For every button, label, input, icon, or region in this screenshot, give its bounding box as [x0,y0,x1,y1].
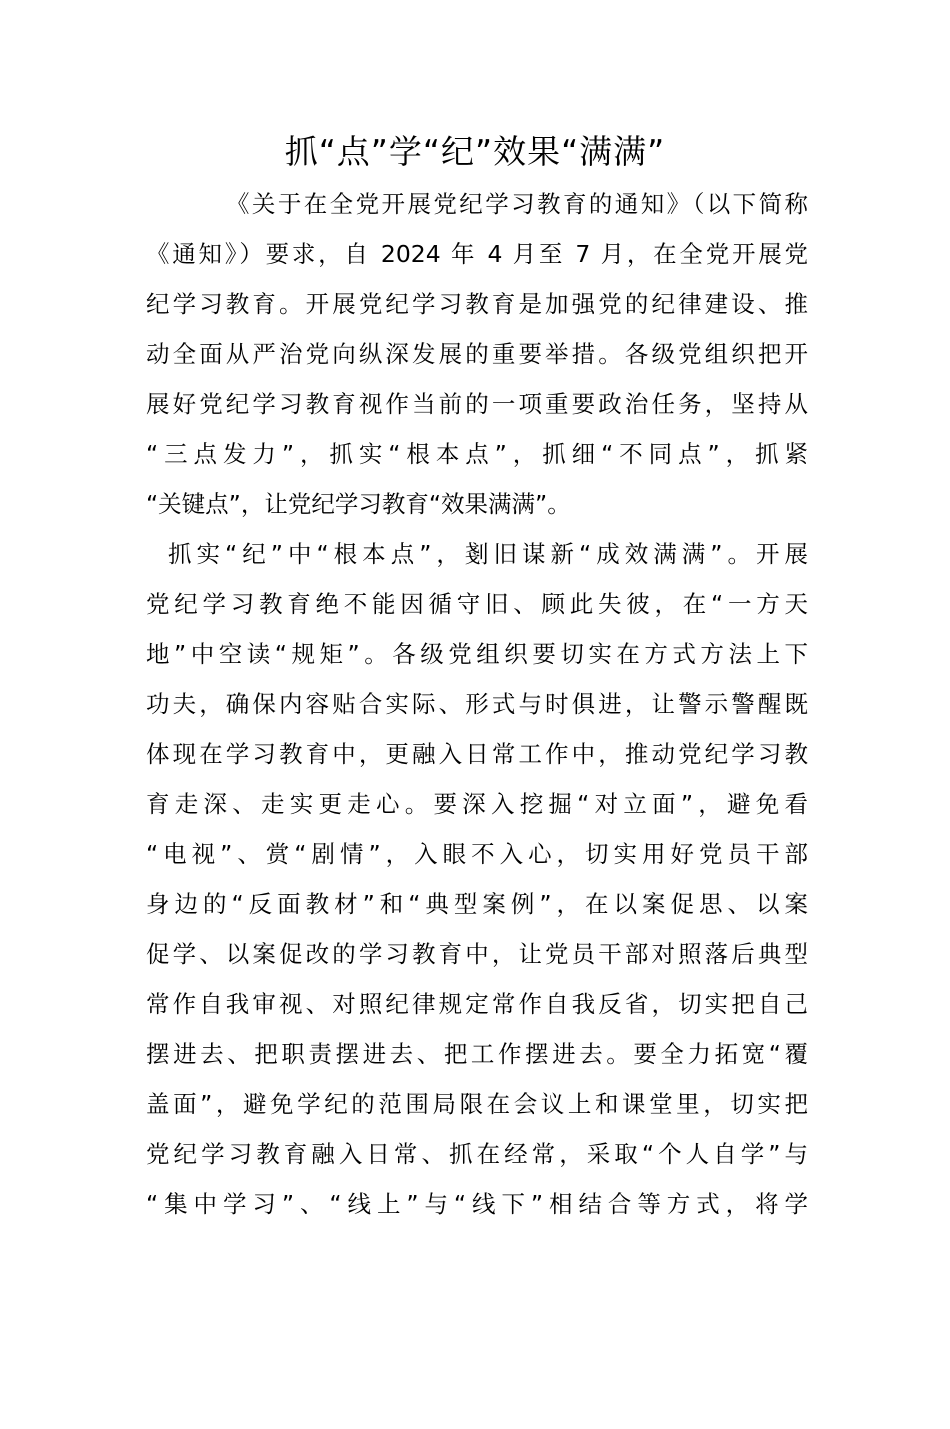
text-line: 盖面”，避免学纪的范围局限在会议上和课堂里，切实把 [146,1090,808,1118]
text-line [146,1279,808,1329]
text-line: 身边的“反面教材”和“典型案例”，在以案促思、以案 [146,890,808,918]
text-line: 抓实“纪”中“根本点”，剗旧谋新“成效满满”。开展 [168,540,808,568]
text-line [146,1329,808,1379]
text-line: 党纪学习教育融入日常、抓在经常，采取“个人自学”与 [146,1140,808,1168]
text-line: “集中学习”、“线上”与“线下”相结合等方式，将学 [146,1190,808,1218]
text-line: 《关于在全党开展党纪学习教育的通知》（以下简称 [226,190,808,218]
text-line: 体现在学习教育中，更融入日常工作中，推动党纪学习教 [146,740,808,768]
document-body [146,179,808,1429]
text-line: “关键点”，让党纪学习教育“效果满满”。 [146,490,571,518]
text-line [146,1379,808,1429]
text-line: 地”中空读“规矩”。各级党组织要切实在方式方法上下 [146,640,808,668]
document-title: 抓“点”学“纪”效果“满满” [284,132,666,171]
text-line [146,1229,808,1279]
text-line: 促学、以案促改的学习教育中，让党员干部对照落后典型 [146,940,808,968]
text-line: 展好党纪学习教育视作当前的一项重要政治任务，坚持从 [146,390,808,418]
paragraph-1 [146,179,808,529]
text-line: 党纪学习教育绝不能因循守旧、顾此失彼，在“一方天 [146,590,808,618]
text-line: 育走深、走实更走心。要深入挖掘“对立面”，避免看 [146,790,808,818]
text-line: 功夫，确保内容贴合实际、形式与时俱进，让警示警醒既 [146,690,808,718]
text-line: “三点发力”，抓实“根本点”，抓细“不同点”，抓紧 [146,440,808,468]
text-line: 纪学习教育。开展党纪学习教育是加强党的纪律建设、推 [146,290,808,318]
text-line: 常作自我审视、对照纪律规定常作自我反省，切实把自己 [146,990,808,1018]
text-line: 《通知》）要求，自 2024 年 4 月至 7 月，在全党开展党 [146,240,808,268]
text-line: 动全面从严治党向纵深发展的重要举措。各级党组织把开 [146,340,808,368]
text-line: “电视”、赏“剧情”，入眼不入心，切实用好党员干部 [146,840,808,868]
text-line: 摆进去、把职责摆进去、把工作摆进去。要全力拓宽“覆 [146,1040,808,1068]
paragraph-2 [146,529,808,1429]
